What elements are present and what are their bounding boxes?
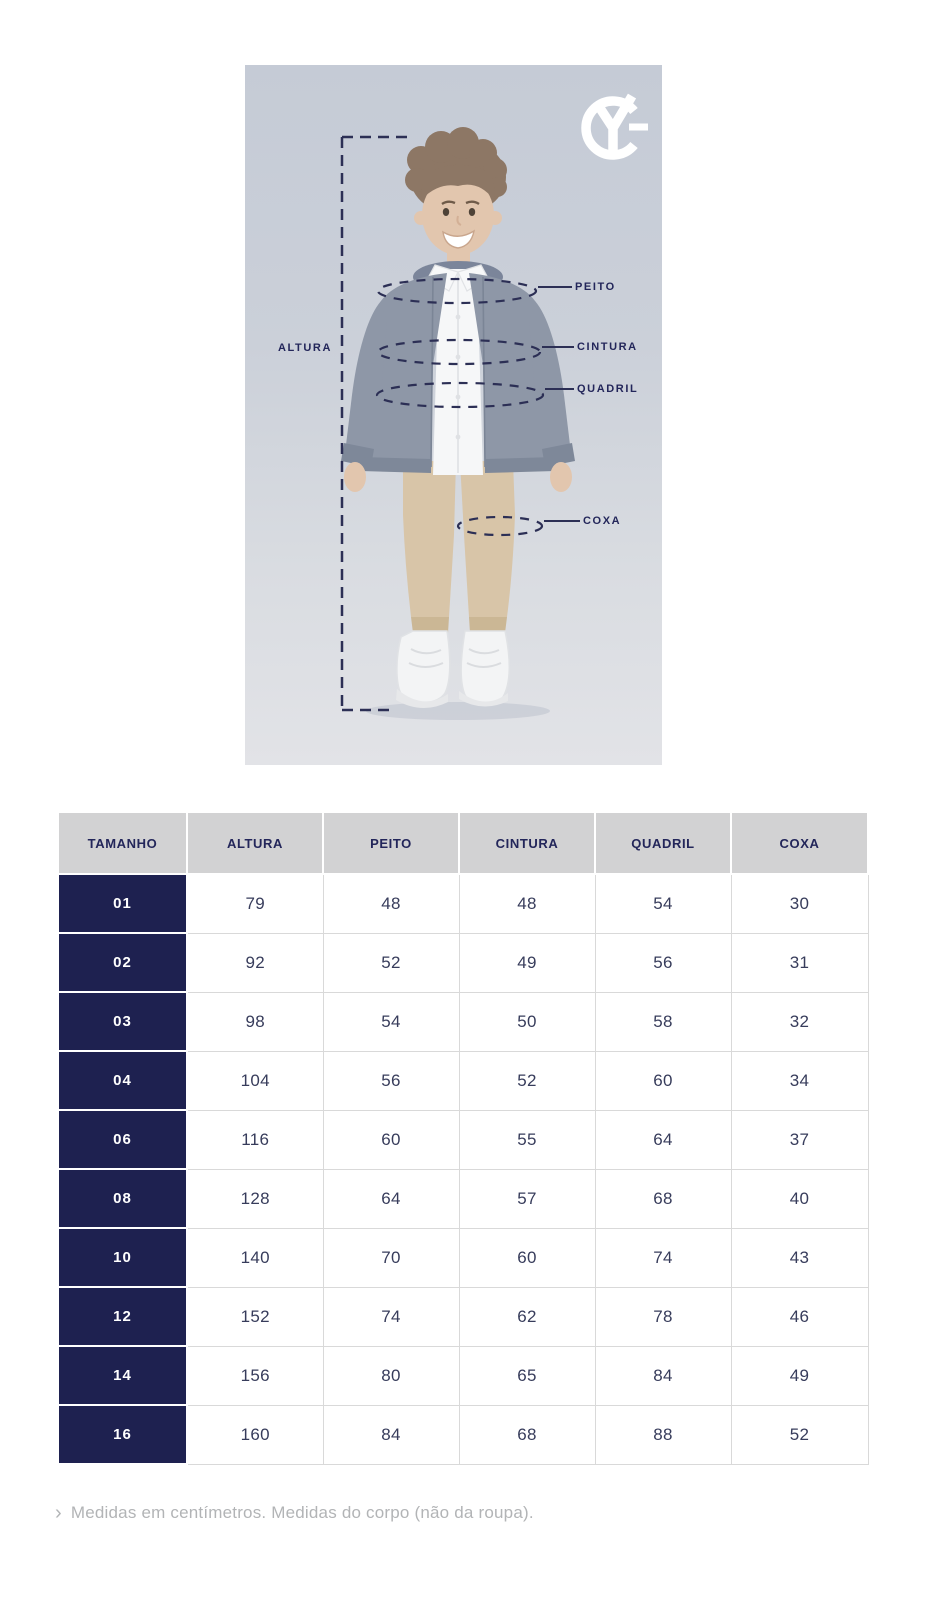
value-cell: 30 xyxy=(731,874,868,933)
value-cell: 79 xyxy=(187,874,323,933)
value-cell: 49 xyxy=(459,933,595,992)
shoes xyxy=(396,631,509,708)
jacket-hem-left xyxy=(361,457,431,473)
column-header-cintura: CINTURA xyxy=(459,812,595,874)
value-cell: 68 xyxy=(459,1405,595,1464)
hand-right xyxy=(550,462,572,492)
ground-shadow xyxy=(366,702,550,720)
value-cell: 128 xyxy=(187,1169,323,1228)
value-cell: 156 xyxy=(187,1346,323,1405)
size-cell: 14 xyxy=(58,1346,187,1405)
value-cell: 48 xyxy=(459,874,595,933)
size-cell: 10 xyxy=(58,1228,187,1287)
column-header-tamanho: TAMANHO xyxy=(58,812,187,874)
value-cell: 65 xyxy=(459,1346,595,1405)
value-cell: 60 xyxy=(459,1228,595,1287)
value-cell: 104 xyxy=(187,1051,323,1110)
value-cell: 160 xyxy=(187,1405,323,1464)
value-cell: 56 xyxy=(595,933,731,992)
boy-measurement-illustration xyxy=(245,65,662,765)
column-header-quadril: QUADRIL xyxy=(595,812,731,874)
value-cell: 152 xyxy=(187,1287,323,1346)
value-cell: 54 xyxy=(323,992,459,1051)
value-cell: 74 xyxy=(323,1287,459,1346)
size-cell: 08 xyxy=(58,1169,187,1228)
value-cell: 40 xyxy=(731,1169,868,1228)
value-cell: 31 xyxy=(731,933,868,992)
footnote-text: Medidas em centímetros. Medidas do corpo (não da roupa). xyxy=(70,1503,534,1522)
value-cell: 116 xyxy=(187,1110,323,1169)
value-cell: 70 xyxy=(323,1228,459,1287)
value-cell: 43 xyxy=(731,1228,868,1287)
value-cell: 46 xyxy=(731,1287,868,1346)
value-cell: 54 xyxy=(595,874,731,933)
measurement-footnote xyxy=(55,1503,534,1523)
jacket-hem-right xyxy=(485,457,555,473)
hand-left xyxy=(344,462,366,492)
cintura-label: CINTURA xyxy=(577,341,638,353)
value-cell: 60 xyxy=(323,1110,459,1169)
table-row xyxy=(58,1287,868,1346)
value-cell: 78 xyxy=(595,1287,731,1346)
boy-figure xyxy=(341,127,575,708)
coxa-label: COXA xyxy=(583,515,622,527)
value-cell: 88 xyxy=(595,1405,731,1464)
value-cell: 68 xyxy=(595,1169,731,1228)
size-cell: 01 xyxy=(58,874,187,933)
value-cell: 60 xyxy=(595,1051,731,1110)
value-cell: 49 xyxy=(731,1346,868,1405)
value-cell: 56 xyxy=(323,1051,459,1110)
value-cell: 52 xyxy=(323,933,459,992)
column-header-coxa: COXA xyxy=(731,812,868,874)
column-header-altura: ALTURA xyxy=(187,812,323,874)
value-cell: 98 xyxy=(187,992,323,1051)
table-row xyxy=(58,874,868,933)
value-cell: 64 xyxy=(323,1169,459,1228)
value-cell: 64 xyxy=(595,1110,731,1169)
size-cell: 06 xyxy=(58,1110,187,1169)
value-cell: 74 xyxy=(595,1228,731,1287)
value-cell: 84 xyxy=(323,1405,459,1464)
table-row xyxy=(58,1346,868,1405)
column-header-peito: PEITO xyxy=(323,812,459,874)
altura-label: ALTURA xyxy=(278,342,332,354)
table-row xyxy=(58,1169,868,1228)
value-cell: 34 xyxy=(731,1051,868,1110)
value-cell: 84 xyxy=(595,1346,731,1405)
peito-label: PEITO xyxy=(575,281,616,293)
size-cell: 02 xyxy=(58,933,187,992)
value-cell: 32 xyxy=(731,992,868,1051)
value-cell: 62 xyxy=(459,1287,595,1346)
value-cell: 58 xyxy=(595,992,731,1051)
table-row xyxy=(58,1405,868,1464)
table-row xyxy=(58,1228,868,1287)
value-cell: 48 xyxy=(323,874,459,933)
value-cell: 52 xyxy=(459,1051,595,1110)
size-cell: 12 xyxy=(58,1287,187,1346)
table-row xyxy=(58,992,868,1051)
size-cell: 04 xyxy=(58,1051,187,1110)
table-header-row xyxy=(58,812,868,874)
size-cell: 16 xyxy=(58,1405,187,1464)
value-cell: 52 xyxy=(731,1405,868,1464)
eye-left xyxy=(443,208,449,216)
chevron-right-icon: › xyxy=(55,1502,62,1524)
table-row xyxy=(58,933,868,992)
pants xyxy=(403,461,515,617)
table-row xyxy=(58,1051,868,1110)
value-cell: 55 xyxy=(459,1110,595,1169)
table-row xyxy=(58,1110,868,1169)
eye-right xyxy=(469,208,475,216)
value-cell: 50 xyxy=(459,992,595,1051)
value-cell: 57 xyxy=(459,1169,595,1228)
size-table xyxy=(57,811,869,1465)
quadril-label: QUADRIL xyxy=(577,383,639,395)
value-cell: 140 xyxy=(187,1228,323,1287)
brand-logo-icon xyxy=(586,96,648,156)
value-cell: 92 xyxy=(187,933,323,992)
size-cell: 03 xyxy=(58,992,187,1051)
measurement-photo-panel xyxy=(245,65,662,765)
value-cell: 80 xyxy=(323,1346,459,1405)
value-cell: 37 xyxy=(731,1110,868,1169)
